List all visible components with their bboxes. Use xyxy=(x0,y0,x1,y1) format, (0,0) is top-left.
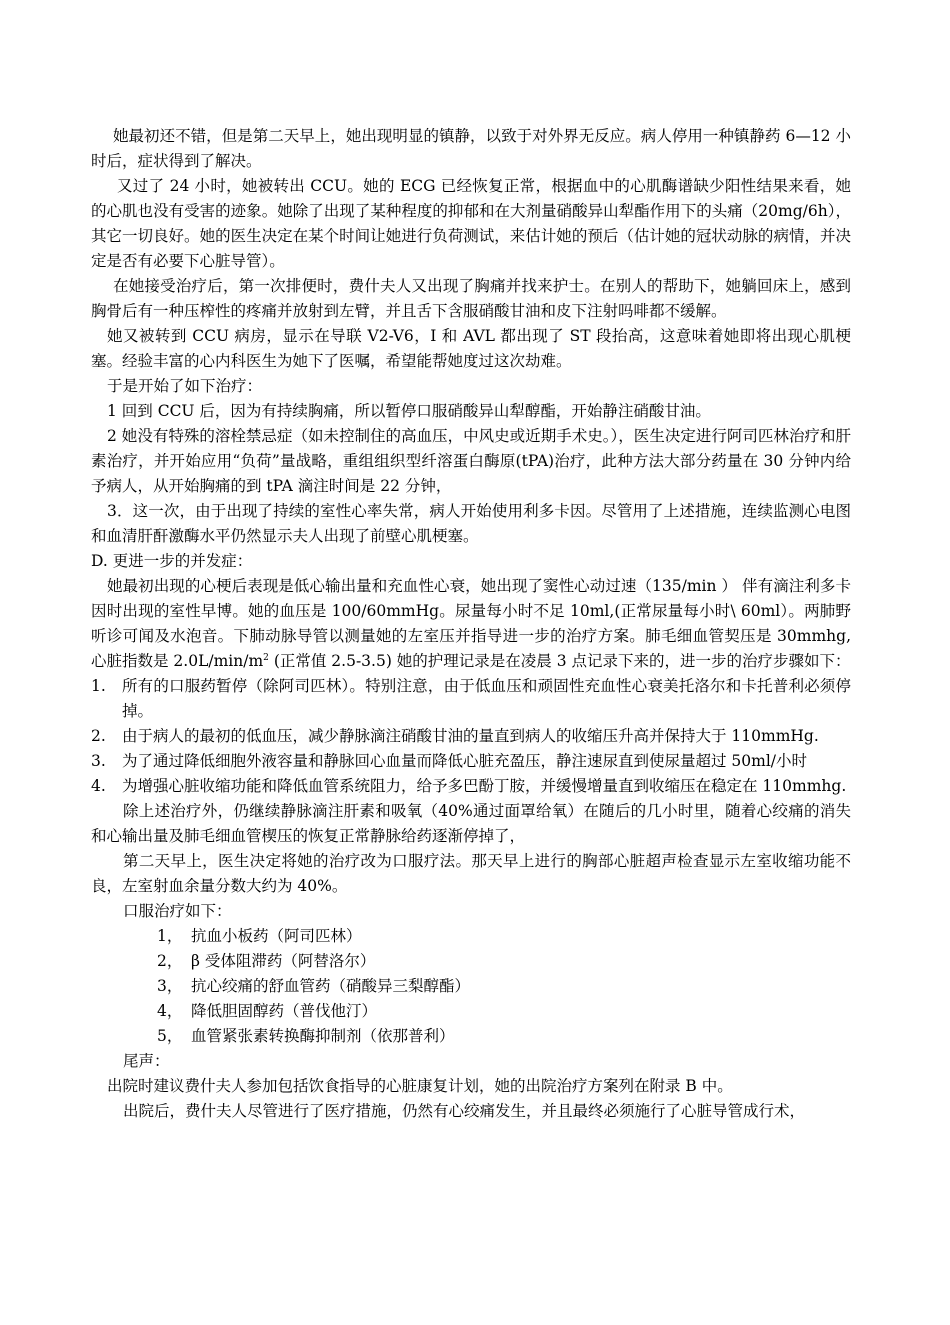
list-item xyxy=(91,724,851,749)
list-item xyxy=(157,999,851,1024)
paragraph: 第二天早上，医生决定将她的治疗改为口服疗法。那天早上进行的胸部心脏超声检查显示左室收缩功能不良，左室射血余量分数大约为 40%。 xyxy=(91,852,851,895)
paragraph: 出院后，费什夫人尽管进行了医疗措施，仍然有心绞痛发生，并且最终必须施行了心脏导管成行术， xyxy=(123,1102,806,1120)
paragraph-text: 她最初出现的心梗后表现是低心输出量和充血性心衰，她出现了窦性心动过速（135/min ） 伴有滴注利多卡因时出现的室性早博。她的血压是 100/60mmHg。尿量每小时不足 10ml,(正常尿量每小时\ 60ml）。两肺野听诊可闻及水泡音。下肺动脉导管以测量她的左室压并指导进一步的治疗方案。肺毛细血管契压是 30mmhg,心脏指数是 2.0L/min/m xyxy=(91,577,851,670)
list-item-number: 3， xyxy=(157,977,183,995)
paragraph: 3．这一次，由于出现了持续的室性心率失常，病人开始使用利多卡因。尽管用了上述措施，连续监测心电图和血清肝酐激酶水平仍然显示夫人出现了前壁心肌梗塞。 xyxy=(91,502,851,545)
paragraph xyxy=(91,574,851,674)
list-item xyxy=(157,974,851,999)
superscript: 2 xyxy=(263,652,269,663)
numbered-list xyxy=(91,674,851,799)
paragraph: 出院时建议费什夫人参加包括饮食指导的心脏康复计划，她的出院治疗方案列在附录 B 中。 xyxy=(107,1077,733,1095)
oral-treatment-list xyxy=(91,924,851,1049)
list-item-text: β 受体阻滞药（阿替洛尔） xyxy=(191,952,376,970)
list-item-number: 1， xyxy=(157,927,183,945)
list-item-text: 抗心绞痛的舒血管药（硝酸异三梨醇酯） xyxy=(191,977,471,995)
list-item-text: 抗血小板药（阿司匹林） xyxy=(191,927,362,945)
paragraph: 在她接受治疗后，第一次排便时，费什夫人又出现了胸痛并找来护士。在别人的帮助下，她躺回床上，感到胸骨后有一种压榨性的疼痛并放射到左臂，并且舌下含服硝酸甘油和皮下注射吗啡都不缓解。 xyxy=(91,277,851,320)
paragraph: 1 回到 CCU 后，因为有持续胸痛，所以暂停口服硝酸异山犁醇酯，开始静注硝酸甘油。 xyxy=(107,402,711,420)
paragraph: 又过了 24 小时，她被转出 CCU。她的 ECG 已经恢复正常，根据血中的心肌酶谱缺少阳性结果来看，她的心肌也没有受害的迹象。她除了出现了某种程度的抑郁和在大剂量硝酸异山犁酯作用下的头痛（20mg/6h），其它一切良好。她的医生决定在某个时间让她进行负荷测试，来估计她的预后（估计她的冠状动脉的病情，并决定是否有必要下心脏导管）。 xyxy=(91,177,851,270)
list-item xyxy=(91,749,851,774)
paragraph: 她最初还不错，但是第二天早上，她出现明显的镇静，以致于对外界无反应。病人停用一种镇静药 6—12 小时后，症状得到了解决。 xyxy=(91,127,851,170)
list-item xyxy=(157,949,851,974)
paragraph: 于是开始了如下治疗： xyxy=(107,377,263,395)
list-item-number: 4， xyxy=(157,1002,183,1020)
list-item xyxy=(91,674,851,724)
list-item-text: 由于病人的最初的低血压，减少静脉滴注硝酸甘油的量直到病人的收缩压升高并保持大于 110mmHg. xyxy=(122,727,819,745)
section-heading: 尾声： xyxy=(123,1052,170,1070)
paragraph: 除上述治疗外，仍继续静脉滴注肝素和吸氧（40%通过面罩给氧）在随后的几小时里，随着心绞痛的消失和心输出量及肺毛细血管楔压的恢复正常静脉给药逐渐停掉了， xyxy=(91,802,851,845)
list-item xyxy=(91,774,851,799)
list-item-number: 3. xyxy=(91,752,106,770)
list-item-text: 为了通过降低细胞外液容量和静脉回心血量而降低心脏充盈压，静注速尿直到使尿量超过 50ml/小时 xyxy=(122,752,808,770)
list-item-number: 1. xyxy=(91,677,106,695)
list-item-text: 血管紧张素转换酶抑制剂（依那普利） xyxy=(191,1027,455,1045)
paragraph-text: (正常值 2.5-3.5) 她的护理记录是在凌晨 3 点记录下来的，进一步的治疗步骤如下： xyxy=(268,652,851,670)
document-body xyxy=(91,124,851,1124)
section-heading: D. 更进一步的并发症： xyxy=(91,552,253,570)
list-item-text: 所有的口服药暂停（除阿司匹林）。特别注意，由于低血压和顽固性充血性心衰美托洛尔和卡托普利必须停掉。 xyxy=(122,677,851,720)
list-item-number: 2. xyxy=(91,727,106,745)
list-item-text: 为增强心脏收缩功能和降低血管系统阻力，给予多巴酚丁胺，并缓慢增量直到收缩压在稳定在 110mmhg. xyxy=(122,777,847,795)
paragraph: 她又被转到 CCU 病房，显示在导联 V2-V6，I 和 AVL 都出现了 ST 段抬高，这意味着她即将出现心肌梗塞。经验丰富的心内科医生为她下了医嘱，希望能帮她度过这次劫难。 xyxy=(91,327,851,370)
paragraph: 2 她没有特殊的溶栓禁忌症（如未控制住的高血压，中风史或近期手术史。），医生决定进行阿司匹林治疗和肝素治疗，并开始应用“负荷”量战略，重组组织型纤溶蛋白酶原(tPA)治疗，此种方法大部分药量在 30 分钟内给予病人，从开始胸痛的到 tPA 滴注时间是 22 分钟， xyxy=(91,427,851,495)
list-item xyxy=(157,1024,851,1049)
list-item-number: 2， xyxy=(157,952,183,970)
paragraph: 口服治疗如下： xyxy=(123,902,232,920)
list-item xyxy=(157,924,851,949)
list-item-number: 4. xyxy=(91,777,106,795)
list-item-number: 5， xyxy=(157,1027,183,1045)
list-item-text: 降低胆固醇药（普伐他汀） xyxy=(191,1002,378,1020)
